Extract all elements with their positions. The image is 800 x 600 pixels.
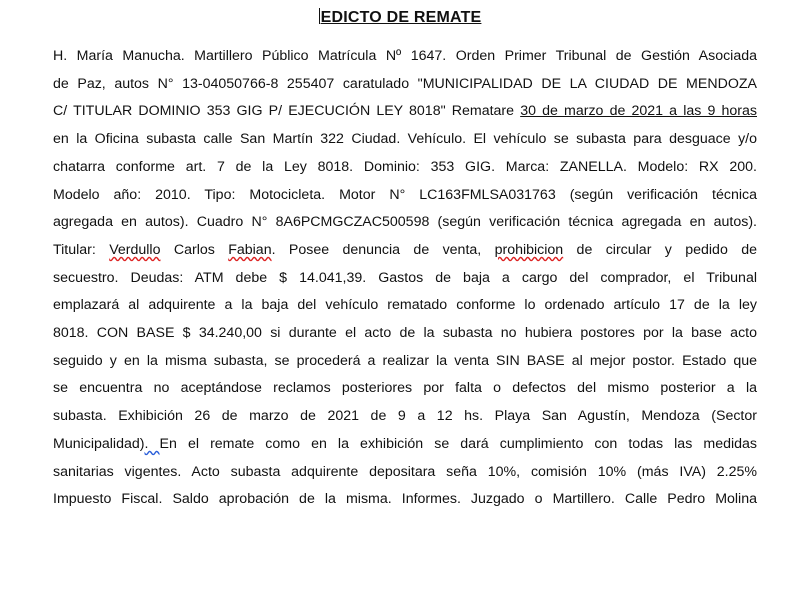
text-line-2: de Paz, autos N° 13-04050766-8 255407 caratulado "MUNICIPALIDAD DE LA CIUDAD DE MENDOZA	[53, 75, 757, 92]
text-line-14: subasta. Exhibición 26 de marzo de 2021 de 9 a 12 hs. Playa San Agustín, Mendoza (Sector	[53, 408, 757, 425]
text-line-5: chatarra conforme art. 7 de la Ley 8018. Dominio: 353 GIG. Marca: ZANELLA. Modelo: RX 200.	[53, 158, 757, 175]
grammar-mark: .	[144, 435, 160, 452]
document-title-text: EDICTO DE REMATE	[320, 9, 482, 26]
edict-body[interactable]	[53, 43, 757, 514]
text-line-11: 8018. CON BASE $ 34.240,00 si durante el acto de la subasta no hubiera postores por la base acto	[53, 325, 757, 342]
text-line-7: agregada en autos). Cuadro N° 8A6PCMGCZAC500598 (según verificación técnica agregada en autos).	[53, 214, 757, 231]
text-line-10: emplazará al adquirente a la baja del vehículo rematado conforme lo ordenado artículo 17 de la ley	[53, 297, 757, 314]
text-line-1: H. María Manucha. Martillero Público Matrícula Nº 1647. Orden Primer Tribunal de Gestión Asociada	[53, 48, 757, 64]
auction-date: 30 de marzo de 2021 a las 9 horas	[520, 103, 757, 120]
text-cursor	[319, 8, 320, 24]
text-line-3: C/ TITULAR DOMINIO 353 GIG P/ EJECUCIÓN LEY 8018" Rematare 30 de marzo de 2021 a las 9 horas	[53, 103, 757, 120]
text-line-4: en la Oficina subasta calle San Martín 322 Ciudad. Vehículo. El vehículo se subasta para desguace y/o	[53, 131, 757, 148]
text-line-9: secuestro. Deudas: ATM debe $ 14.041,39. Gastos de baja a cargo del comprador, el Tribunal	[53, 269, 757, 286]
text-line-17: Impuesto Fiscal. Saldo aprobación de la misma. Informes. Juzgado o Martillero. Calle Pedro Molina	[53, 491, 757, 508]
text-line-6: Modelo año: 2010. Tipo: Motocicleta. Motor N° LC163FMLSA031763 (según verificación técnica	[53, 186, 757, 203]
text-line-8: Titular: Verdullo Carlos Fabian. Posee denuncia de venta, prohibicion de circular y pedido de	[53, 241, 757, 258]
text-line-15: Municipalidad). En el remate como en la exhibición se dará cumplimiento con todas las medidas	[53, 435, 757, 452]
text-line-16: sanitarias vigentes. Acto subasta adquirente depositara seña 10%, comisión 10% (más IVA) 2.25%	[53, 463, 757, 480]
text-line-13: se encuentra no aceptándose reclamos posteriores por falta o defectos del mismo posterior a la	[53, 380, 757, 397]
text-line-12: seguido y en la misma subasta, se procederá a realizar la venta SIN BASE al mejor postor. Estado que	[53, 352, 757, 369]
spellcheck-word-verdullo: Verdullo	[109, 241, 161, 258]
spellcheck-word-fabian: Fabian	[228, 241, 272, 258]
document-title	[0, 8, 800, 27]
spellcheck-word-prohibicion: prohibicion	[494, 241, 564, 258]
